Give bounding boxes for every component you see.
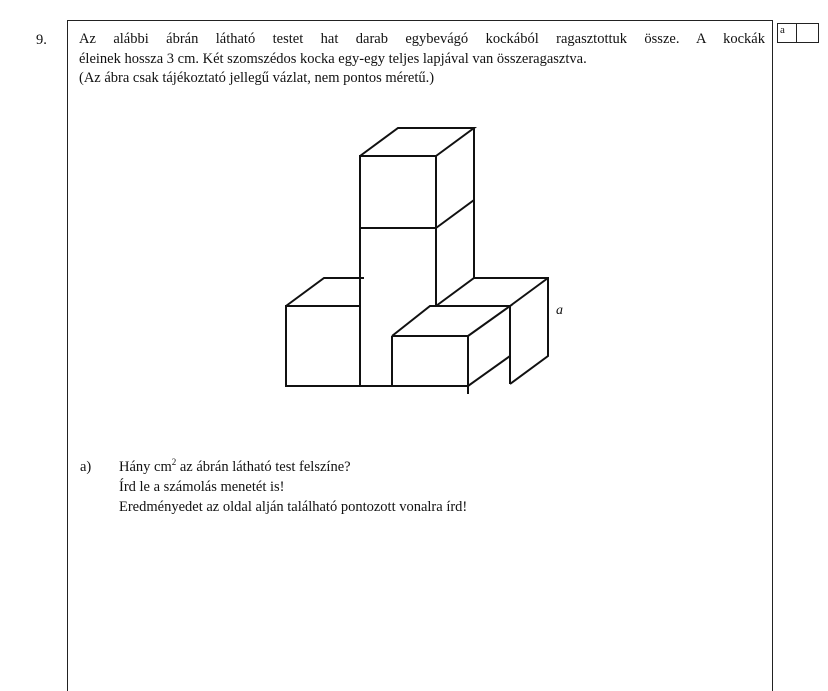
question-a-line-3: Eredményedet az oldal alján található pontozott vonalra írd! [119,499,468,515]
frame-right-line [772,20,773,691]
frame-top-line [67,20,772,21]
score-box-label: a [777,23,797,43]
score-boxes [777,23,819,43]
score-box-empty[interactable] [797,23,819,43]
figure-note: (Az ábra csak tájékoztató jellegű vázlat, nem pontos méretű.) [79,70,435,86]
frame-left-line [67,20,68,691]
question-a-line-2: Írd le a számolás menetét is! [119,479,285,495]
left-cube [286,278,392,386]
question-a-line-1: Hány $cm^2$ az ábrán látható test felszíne? [119,457,351,475]
intro-line-2: éleinek hossza 3 cm. Két szomszédos kocka egy-egy teljes lapjával van összeragasztva. [79,50,587,67]
intro-line-1: Az alábbi ábrán látható testet hat darab egybevágó kockából ragasztottuk össze. A kockák [79,31,765,47]
question-a-label: a) [80,459,92,475]
question-a-text [119,457,719,517]
front-cube [392,306,510,394]
problem-intro [79,30,765,89]
cube-figure [282,124,572,394]
edge-label-a: a [556,303,563,318]
cube-drawing [282,124,572,394]
problem-number: 9. [36,32,47,48]
tower-top-cube [360,128,474,228]
